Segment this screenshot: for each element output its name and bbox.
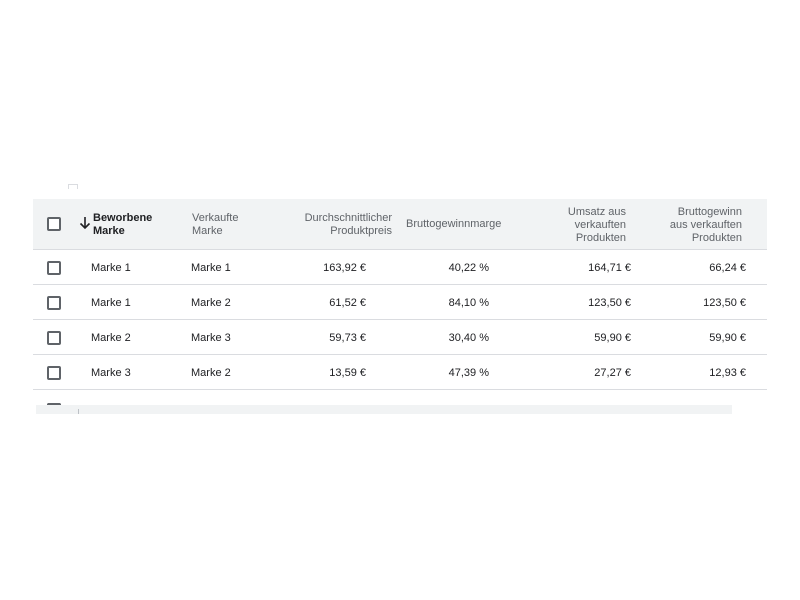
- column-header-line: Marke: [192, 225, 223, 237]
- column-header-line: verkauften: [574, 219, 626, 231]
- cell-bruttogewinnmarge: 40,22 %: [448, 262, 489, 274]
- cell-produktpreis: 61,52 €: [329, 297, 366, 309]
- column-header-line: Bruttogewinnmarge: [406, 218, 502, 230]
- column-header-bruttogewinn[interactable]: [670, 206, 742, 245]
- cell-bruttogewinn: 12,93 €: [709, 367, 746, 379]
- column-header-beworbene-marke[interactable]: [93, 212, 152, 238]
- cell-beworbene-marke: Marke 2: [91, 332, 131, 344]
- table-header-row: [33, 199, 767, 250]
- row-select-checkbox[interactable]: [47, 331, 61, 345]
- cell-produktpreis: 13,59 €: [329, 367, 366, 379]
- column-header-verkaufte-marke[interactable]: [192, 212, 238, 238]
- column-header-line: Produkten: [575, 232, 626, 244]
- cell-produktpreis: 163,92 €: [323, 262, 366, 274]
- row-select-checkbox[interactable]: [47, 296, 61, 310]
- cell-bruttogewinn: 59,90 €: [709, 332, 746, 344]
- data-table: [33, 199, 767, 413]
- cell-beworbene-marke: Marke 1: [91, 262, 131, 274]
- table-row: [33, 285, 767, 320]
- column-header-line: Durchschnittlicher: [304, 212, 392, 224]
- column-header-line: Produkten: [691, 232, 742, 244]
- cell-bruttogewinn: 123,50 €: [703, 297, 746, 309]
- column-header-line: Verkaufte: [192, 212, 239, 224]
- cell-umsatz: 123,50 €: [588, 297, 631, 309]
- column-header-line: Bruttogewinn: [677, 206, 742, 218]
- row-select-checkbox[interactable]: [47, 366, 61, 380]
- cell-verkaufte-marke: Marke 2: [191, 297, 231, 309]
- table-row: [33, 355, 767, 390]
- horizontal-scrollbar[interactable]: [36, 405, 732, 414]
- cell-beworbene-marke: Marke 3: [91, 367, 131, 379]
- column-header-line: Marke: [93, 225, 125, 237]
- cell-produktpreis: 59,73 €: [329, 332, 366, 344]
- scrollbar-tick: [78, 409, 79, 414]
- column-header-umsatz[interactable]: [568, 206, 626, 245]
- arrow-down-icon[interactable]: [79, 216, 91, 230]
- column-header-line: aus verkauften: [669, 219, 742, 231]
- cell-umsatz: 164,71 €: [588, 262, 631, 274]
- cell-bruttogewinnmarge: 84,10 %: [448, 297, 489, 309]
- column-header-line: Beworbene: [93, 212, 153, 224]
- cell-bruttogewinn: 66,24 €: [709, 262, 746, 274]
- select-all-checkbox[interactable]: [47, 217, 61, 231]
- horizontal-scroll-indicator-top[interactable]: [68, 184, 78, 189]
- column-header-bruttogewinnmarge[interactable]: [406, 218, 501, 231]
- column-header-line: Umsatz aus: [567, 206, 626, 218]
- table-row: [33, 320, 767, 355]
- cell-verkaufte-marke: Marke 3: [191, 332, 231, 344]
- column-header-line: Produktpreis: [330, 225, 392, 237]
- cell-umsatz: 27,27 €: [594, 367, 631, 379]
- cell-beworbene-marke: Marke 1: [91, 297, 131, 309]
- cell-bruttogewinnmarge: 47,39 %: [448, 367, 489, 379]
- table-row: [33, 250, 767, 285]
- cell-bruttogewinnmarge: 30,40 %: [448, 332, 489, 344]
- cell-verkaufte-marke: Marke 2: [191, 367, 231, 379]
- cell-verkaufte-marke: Marke 1: [191, 262, 231, 274]
- column-header-durchschnittlicher-produktpreis[interactable]: [305, 212, 392, 238]
- row-select-checkbox[interactable]: [47, 261, 61, 275]
- cell-umsatz: 59,90 €: [594, 332, 631, 344]
